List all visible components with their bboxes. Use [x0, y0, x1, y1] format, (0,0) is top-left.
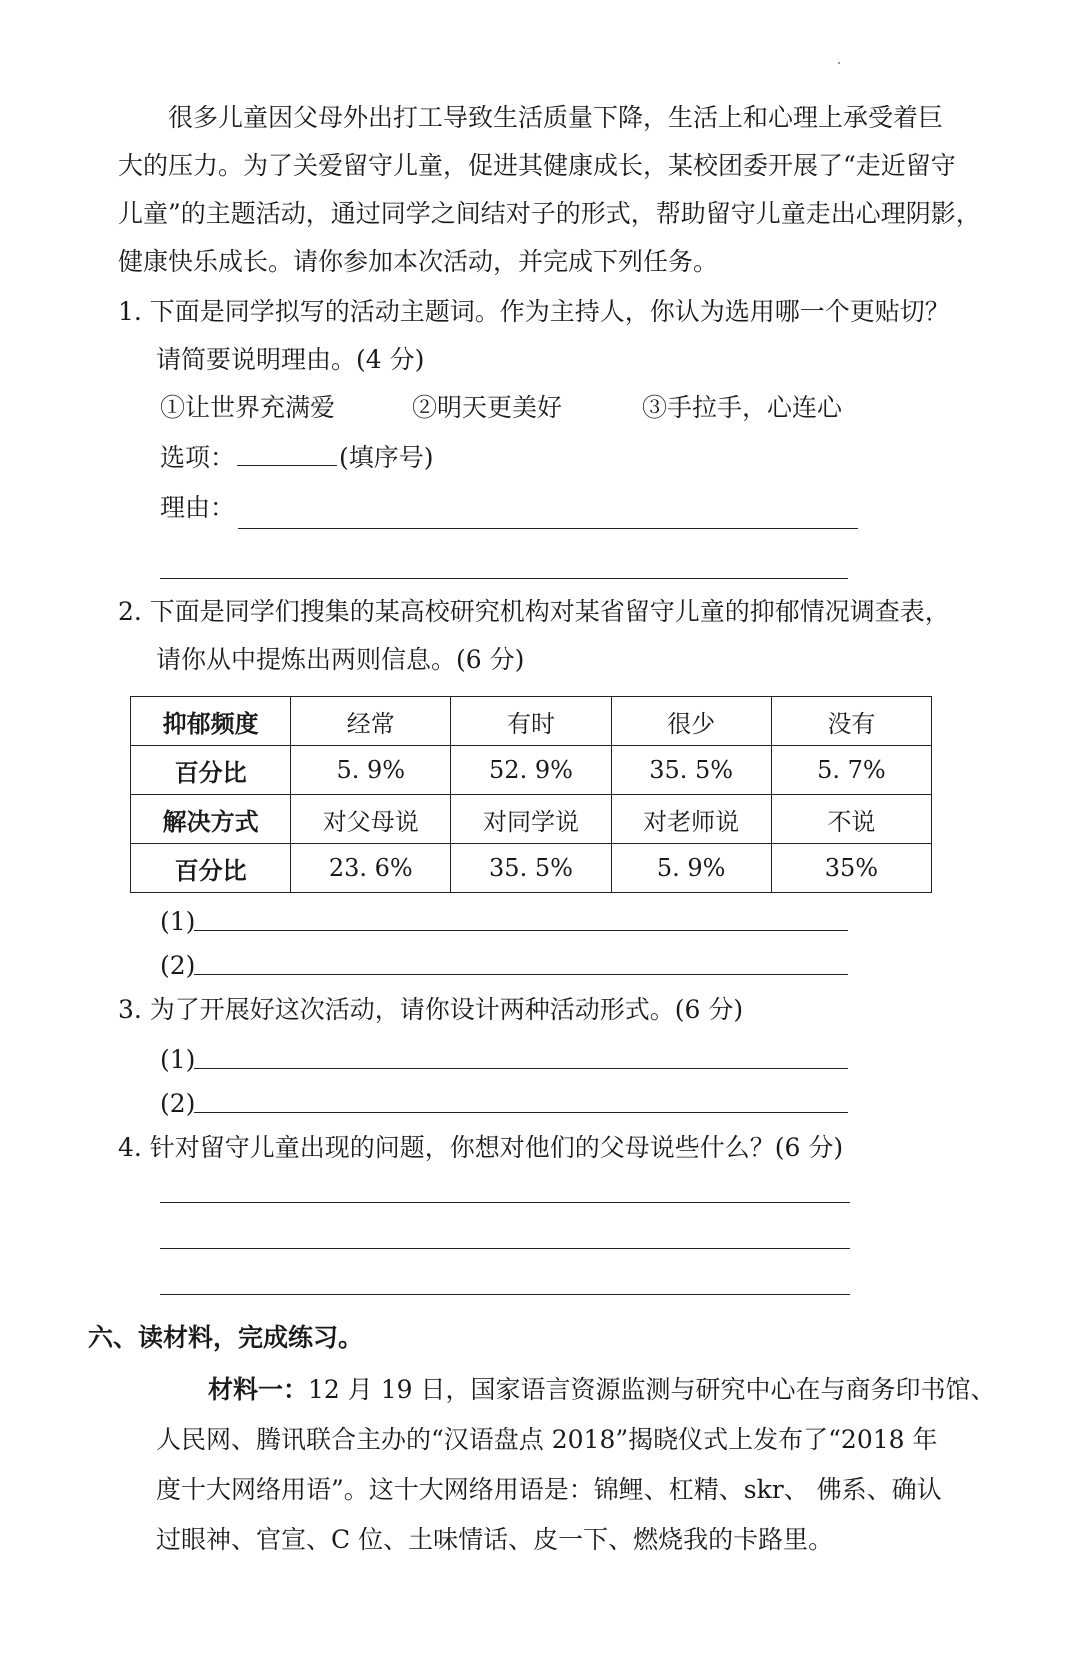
q1-option-1: ①让世界充满爱 — [160, 393, 336, 422]
table-cell: 35. 5% — [611, 746, 771, 795]
q2-prompt-line-2: 请你从中提炼出两则信息。(6 分) — [156, 645, 525, 674]
material-1-line-3: 度十大网络用语”。这十大网络用语是：锦鲤、杠精、skr、 佛系、确认 — [156, 1475, 942, 1504]
depression-survey-table — [130, 696, 932, 893]
q3-answer-label-2: (2) — [160, 1089, 196, 1118]
table-cell: 不说 — [771, 795, 931, 844]
q1-choice-hint: (填序号) — [339, 443, 434, 472]
q4-answer-line-2[interactable] — [160, 1248, 850, 1249]
table-cell: 5. 9% — [291, 746, 451, 795]
scan-speck — [838, 62, 840, 64]
q1-reason-label: 理由： — [160, 493, 236, 522]
q4-prompt: 4. 针对留守儿童出现的问题，你想对他们的父母说些什么？(6 分) — [118, 1133, 844, 1162]
q1-option-2: ②明天更美好 — [412, 393, 563, 422]
material-1-line-1 — [208, 1372, 995, 1408]
intro-line-3: 儿童”的主题活动，通过同学之间结对子的形式，帮助留守儿童走出心理阴影， — [118, 199, 981, 228]
table-cell: 经常 — [291, 697, 451, 746]
table-cell: 百分比 — [131, 746, 291, 795]
table-row — [131, 844, 932, 893]
q1-prompt-line-2: 请简要说明理由。(4 分) — [156, 345, 425, 374]
q3-answer-line-2[interactable] — [194, 1112, 848, 1113]
table-cell: 百分比 — [131, 844, 291, 893]
q4-answer-line-3[interactable] — [160, 1294, 850, 1295]
table-cell: 52. 9% — [451, 746, 611, 795]
material-1-text-1: 12 月 19 日，国家语言资源监测与研究中心在与商务印书馆、 — [308, 1375, 996, 1404]
q3-prompt: 3. 为了开展好这次活动，请你设计两种活动形式。(6 分) — [118, 995, 744, 1024]
q2-answer-label-2: (2) — [160, 951, 196, 980]
q2-answer-line-2[interactable] — [194, 974, 848, 975]
table-cell: 没有 — [771, 697, 931, 746]
q1-choice-row — [160, 440, 434, 476]
q3-answer-label-1: (1) — [160, 1045, 196, 1074]
intro-line-1: 很多儿童因父母外出打工导致生活质量下降，生活上和心理上承受着巨 — [168, 103, 944, 132]
table-cell: 5. 9% — [611, 844, 771, 893]
intro-line-4: 健康快乐成长。请你参加本次活动，并完成下列任务。 — [118, 247, 719, 276]
table-cell: 解决方式 — [131, 795, 291, 844]
table-cell: 有时 — [451, 697, 611, 746]
section-6-heading: 六、读材料，完成练习。 — [88, 1323, 364, 1352]
q2-answer-line-1[interactable] — [194, 930, 848, 931]
table-row — [131, 697, 932, 746]
table-cell: 5. 7% — [771, 746, 931, 795]
table-row — [131, 795, 932, 844]
q1-reason-line-2[interactable] — [160, 578, 848, 579]
table-cell: 很少 — [611, 697, 771, 746]
intro-line-2: 大的压力。为了关爱留守儿童，促进其健康成长，某校团委开展了“走近留守 — [118, 151, 956, 180]
table-cell: 抑郁频度 — [131, 697, 291, 746]
q1-choice-blank[interactable] — [237, 443, 337, 466]
q2-prompt-line-1: 2. 下面是同学们搜集的某高校研究机构对某省留守儿童的抑郁情况调查表， — [118, 597, 950, 626]
table-cell: 23. 6% — [291, 844, 451, 893]
q1-option-3: ③手拉手，心连心 — [642, 393, 843, 422]
q4-answer-line-1[interactable] — [160, 1202, 850, 1203]
q2-answer-label-1: (1) — [160, 907, 196, 936]
table-cell: 对老师说 — [611, 795, 771, 844]
material-1-line-2: 人民网、腾讯联合主办的“汉语盘点 2018”揭晓仪式上发布了“2018 年 — [156, 1425, 938, 1454]
q3-answer-line-1[interactable] — [194, 1068, 848, 1069]
material-1-label: 材料一： — [208, 1375, 309, 1404]
table-cell: 对父母说 — [291, 795, 451, 844]
table-cell: 35. 5% — [451, 844, 611, 893]
q1-prompt-line-1: 1. 下面是同学拟写的活动主题词。作为主持人，你认为选用哪一个更贴切？ — [118, 297, 950, 326]
q1-choice-label: 选项： — [160, 443, 236, 472]
table-row — [131, 746, 932, 795]
table-cell: 对同学说 — [451, 795, 611, 844]
q1-reason-line-1[interactable] — [238, 528, 858, 529]
material-1-line-4: 过眼神、官宣、C 位、土味情话、皮一下、燃烧我的卡路里。 — [156, 1525, 834, 1554]
table-cell: 35% — [771, 844, 931, 893]
